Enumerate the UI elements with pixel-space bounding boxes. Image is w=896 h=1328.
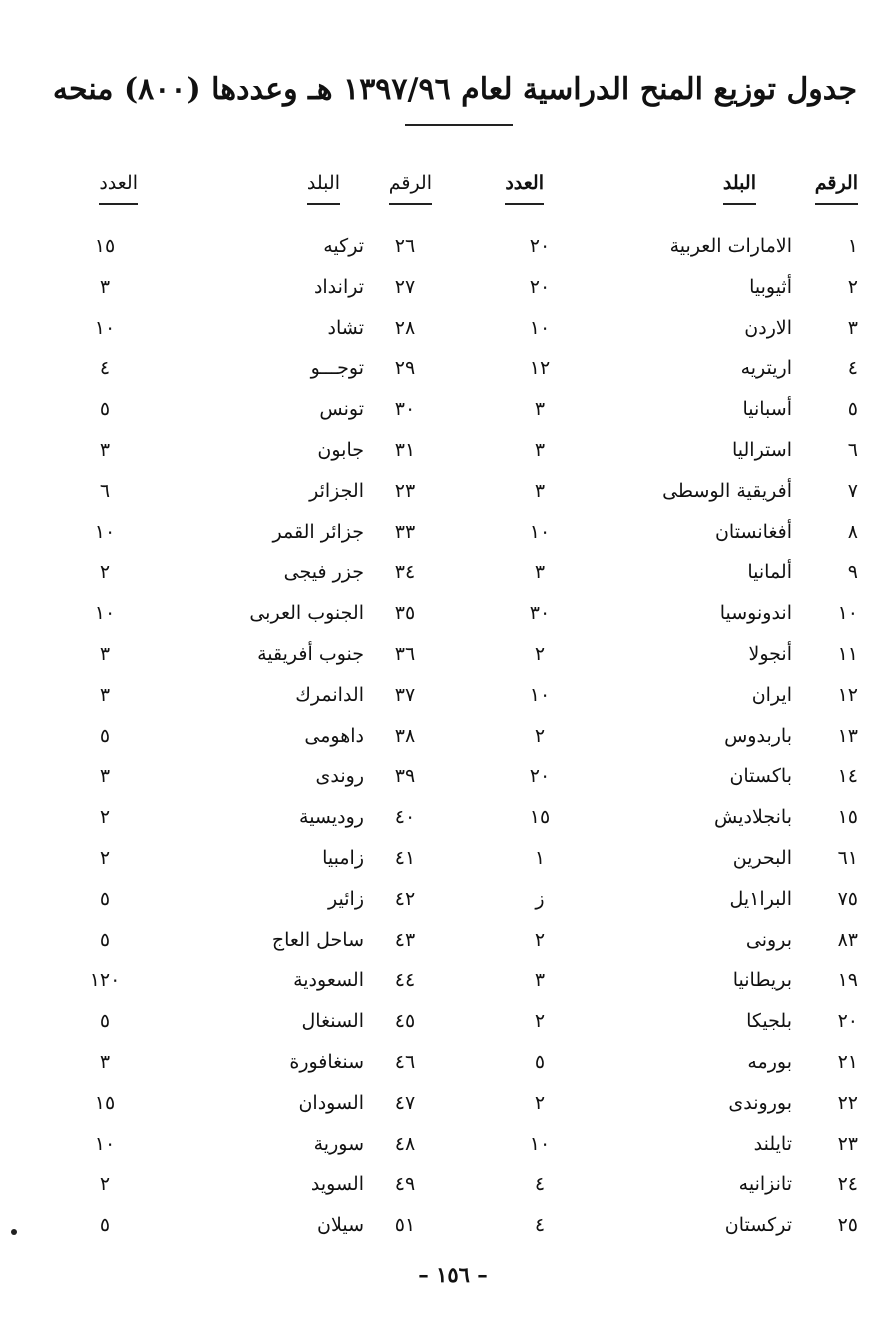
table-row	[0, 512, 896, 552]
row-country-left: السعودية	[293, 969, 364, 992]
row-country-right: بورمه	[747, 1051, 792, 1073]
table-row	[0, 1164, 896, 1204]
row-country-left: سنغافورة	[289, 1051, 364, 1073]
row-number-right: ٢٠	[837, 1010, 858, 1033]
row-number-left: ٣٩	[394, 765, 416, 788]
row-number-right: ٧٥	[837, 887, 858, 910]
row-country-right: أنجولا	[748, 643, 792, 665]
row-number-left: ٢٦	[394, 235, 416, 257]
table-row	[0, 267, 896, 307]
row-number-right: ٦	[847, 439, 858, 461]
row-number-left: ٢٩	[394, 357, 416, 380]
row-number-left: ٤١	[394, 847, 416, 869]
row-country-right: برونى	[745, 928, 792, 951]
row-country-right: أفريقية الوسطى	[662, 479, 792, 502]
row-count-right: ٢	[534, 1010, 546, 1033]
row-country-right: بانجلاديش	[714, 806, 792, 829]
table-header	[0, 170, 896, 210]
row-number-right: ٨٣	[837, 928, 858, 951]
row-number-right: ١٠	[837, 602, 858, 625]
row-number-right: ٢٢	[837, 1091, 858, 1114]
row-count-left: ٤	[99, 357, 111, 380]
row-number-left: ٤٥	[394, 1010, 416, 1033]
row-count-left: ٢	[99, 1173, 111, 1196]
row-count-right: ٢٠	[529, 235, 551, 257]
row-count-left: ٦	[99, 479, 111, 502]
table-row	[0, 838, 896, 878]
row-count-left: ١٠	[94, 520, 116, 543]
row-count-left: ١٠	[94, 316, 116, 339]
page-number: – ١٥٦ –	[418, 1262, 488, 1287]
row-count-right: ٣	[534, 479, 546, 502]
row-count-left: ٥	[99, 398, 111, 421]
table-row	[0, 593, 896, 633]
header-number-left: الرقم	[389, 170, 432, 196]
row-count-left: ٣	[99, 1051, 111, 1073]
row-number-right: ٢٣	[837, 1132, 858, 1155]
row-count-left: ١٥	[94, 235, 116, 257]
row-country-left: زامبيا	[322, 847, 364, 869]
row-count-right: ٣	[534, 969, 546, 992]
row-count-right: ١٥	[529, 806, 551, 829]
row-number-left: ٤٢	[394, 887, 416, 910]
table-row	[0, 1083, 896, 1123]
table-row	[0, 920, 896, 960]
row-country-left: الجنوب العربى	[249, 602, 364, 625]
row-country-left: تونس	[319, 398, 364, 421]
row-number-left: ٤٠	[394, 806, 416, 829]
row-count-right: ٣	[534, 439, 546, 461]
row-count-left: ١٢٠	[89, 969, 121, 992]
header-country-right: البلد	[723, 170, 756, 196]
row-count-left: ٣	[99, 643, 111, 665]
row-number-left: ٣٥	[394, 602, 416, 625]
row-country-left: السنغال	[301, 1010, 364, 1033]
row-country-right: تانزانيه	[738, 1173, 792, 1196]
row-number-left: ٣٨	[394, 724, 416, 747]
row-country-right: ألمانيا	[747, 561, 792, 584]
row-count-left: ٢	[99, 847, 111, 869]
table-row	[0, 430, 896, 470]
row-country-left: جنوب أفريقية	[257, 643, 364, 665]
row-country-left: ساحل العاج	[271, 928, 364, 951]
row-number-right: ١١	[837, 643, 858, 665]
row-number-right: ٢	[847, 275, 858, 298]
row-country-right: اندونوسيا	[719, 602, 792, 625]
row-number-right: ٩	[847, 561, 858, 584]
row-country-right: استراليا	[731, 439, 792, 461]
table-row	[0, 960, 896, 1000]
table-row	[0, 879, 896, 919]
row-number-left: ٥١	[394, 1214, 416, 1237]
row-country-right: أثيوبيا	[749, 275, 792, 298]
row-count-left: ٥	[99, 928, 111, 951]
row-country-right: تايلند	[753, 1132, 792, 1155]
row-number-right: ٦١	[837, 847, 858, 869]
row-country-left: ترانداد	[313, 275, 364, 298]
table-row	[0, 716, 896, 756]
row-country-left: زائير	[328, 887, 364, 910]
header-count-left: العدد	[99, 170, 138, 196]
table-row	[0, 348, 896, 388]
row-country-right: أسبانيا	[742, 398, 792, 421]
row-country-right: بوروندى	[728, 1091, 792, 1114]
row-count-left: ١٥	[94, 1091, 116, 1114]
row-country-right: بلجيكا	[746, 1010, 792, 1033]
table-row	[0, 552, 896, 592]
row-number-right: ٧	[847, 479, 858, 502]
table-row	[0, 797, 896, 837]
row-number-left: ٢٧	[394, 275, 416, 298]
row-count-left: ٣	[99, 765, 111, 788]
row-count-right: ز	[535, 887, 545, 910]
margin-mark	[11, 1229, 17, 1235]
row-number-right: ١	[847, 235, 858, 257]
row-count-left: ٥	[99, 724, 111, 747]
row-count-left: ١٠	[94, 602, 116, 625]
row-country-left: تركيه	[323, 235, 364, 257]
row-count-right: ٢	[534, 1091, 546, 1114]
table-row	[0, 471, 896, 511]
table-row	[0, 389, 896, 429]
row-country-left: جابون	[317, 439, 364, 461]
row-country-right: الامارات العربية	[669, 235, 792, 257]
table-row	[0, 1124, 896, 1164]
row-count-left: ١٠	[94, 1132, 116, 1155]
table-row	[0, 308, 896, 348]
header-count-right: العدد	[505, 170, 544, 196]
row-number-right: ٢٥	[837, 1214, 858, 1237]
row-number-left: ٤٨	[394, 1132, 416, 1155]
table-row	[0, 1001, 896, 1041]
row-count-left: ٥	[99, 887, 111, 910]
row-number-right: ١٥	[837, 806, 858, 829]
row-count-right: ١٠	[529, 1132, 551, 1155]
row-count-left: ٣	[99, 439, 111, 461]
row-number-left: ٤٦	[394, 1051, 416, 1073]
row-count-right: ٢٠	[529, 765, 551, 788]
row-country-right: البحرين	[732, 847, 792, 869]
row-count-left: ٢	[99, 806, 111, 829]
row-count-right: ٢	[534, 724, 546, 747]
table-row	[0, 756, 896, 796]
row-country-right: بريطانيا	[732, 969, 792, 992]
row-number-right: ٨	[847, 520, 858, 543]
table-row	[0, 1205, 896, 1245]
row-number-left: ٤٩	[394, 1173, 416, 1196]
row-number-right: ١٩	[837, 969, 858, 992]
row-number-left: ٤٣	[394, 928, 416, 951]
title-underline	[405, 124, 513, 126]
row-number-right: ١٢	[837, 683, 858, 706]
row-number-right: ٢١	[837, 1051, 858, 1073]
row-number-left: ٤٤	[394, 969, 416, 992]
row-country-left: توجـــو	[310, 357, 364, 380]
row-count-right: ١٠	[529, 683, 551, 706]
row-count-right: ٣	[534, 561, 546, 584]
row-count-left: ٥	[99, 1214, 111, 1237]
table-row	[0, 675, 896, 715]
row-count-left: ٥	[99, 1010, 111, 1033]
row-country-left: سيلان	[317, 1214, 364, 1237]
row-count-right: ١٠	[529, 316, 551, 339]
row-country-left: داهومى	[304, 724, 364, 747]
row-country-right: باربدوس	[724, 724, 792, 747]
row-country-left: روندى	[315, 765, 364, 788]
row-count-right: ٢	[534, 643, 546, 665]
table-row	[0, 1042, 896, 1082]
row-country-left: سورية	[313, 1132, 364, 1155]
row-number-left: ٣٤	[394, 561, 416, 584]
row-country-left: جزر فيجى	[283, 561, 364, 584]
row-number-left: ٣٠	[394, 398, 416, 421]
row-country-right: اريتريه	[740, 357, 792, 380]
row-number-right: ٢٤	[837, 1173, 858, 1196]
row-number-left: ٢٨	[394, 316, 416, 339]
row-country-right: ايران	[751, 683, 792, 706]
table-row	[0, 634, 896, 674]
row-number-right: ١٤	[837, 765, 858, 788]
row-number-right: ٣	[847, 316, 858, 339]
header-number-right: الرقم	[815, 170, 858, 196]
row-number-left: ٣٦	[394, 643, 416, 665]
row-country-left: تشاد	[327, 316, 364, 339]
row-number-left: ٢٣	[394, 479, 416, 502]
row-count-left: ٢	[99, 561, 111, 584]
row-number-right: ٤	[847, 357, 858, 380]
row-number-left: ٣١	[394, 439, 416, 461]
row-count-right: ٣٠	[529, 602, 551, 625]
header-country-left: البلد	[307, 170, 340, 196]
row-count-right: ٥	[534, 1051, 546, 1073]
row-count-left: ٣	[99, 275, 111, 298]
row-country-left: السويد	[310, 1173, 364, 1196]
row-country-right: باكستان	[729, 765, 792, 788]
page-title: جدول توزيع المنح الدراسية لعام ١٣٩٧/٩٦ هـ وعددها (٨٠٠) منحه	[52, 72, 858, 107]
row-count-left: ٣	[99, 683, 111, 706]
row-count-right: ٤	[534, 1214, 546, 1237]
row-count-right: ٤	[534, 1173, 546, 1196]
row-number-right: ٥	[847, 398, 858, 421]
row-country-right: تركستان	[724, 1214, 792, 1237]
row-count-right: ١	[534, 847, 546, 869]
row-country-right: البرا١يل	[729, 887, 792, 910]
table-row	[0, 226, 896, 266]
row-number-left: ٣٧	[394, 683, 416, 706]
row-country-right: أفغانستان	[714, 520, 792, 543]
row-count-right: ١٠	[529, 520, 551, 543]
row-count-right: ٢٠	[529, 275, 551, 298]
row-count-right: ٢	[534, 928, 546, 951]
row-count-right: ١٢	[529, 357, 551, 380]
row-number-left: ٤٧	[394, 1091, 416, 1114]
row-country-left: روديسية	[299, 806, 364, 829]
row-number-right: ١٣	[837, 724, 858, 747]
row-country-left: جزائر القمر	[272, 520, 364, 543]
row-count-right: ٣	[534, 398, 546, 421]
row-country-left: الدانمرك	[295, 683, 364, 706]
row-country-left: الجزائر	[309, 479, 364, 502]
row-number-left: ٣٣	[394, 520, 416, 543]
row-country-right: الاردن	[744, 316, 792, 339]
row-country-left: السودان	[298, 1091, 364, 1114]
